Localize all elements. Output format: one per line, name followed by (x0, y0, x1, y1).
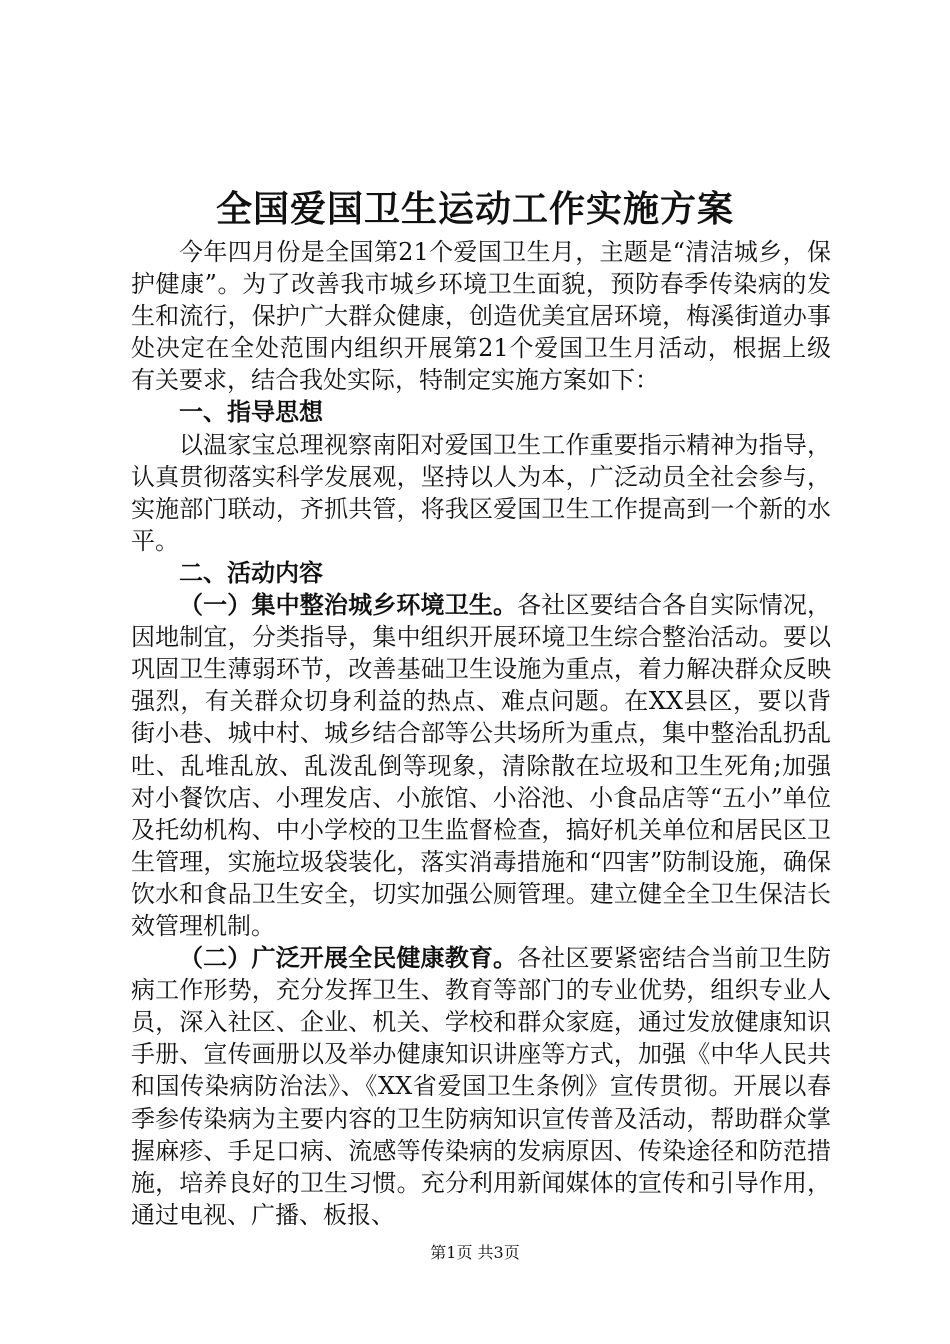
activity-item-2-text: 各社区要紧密结合当前卫生防病工作形势，充分发挥卫生、教育等部门的专业优势，组织专业人员，深入社区、企业、机关、学校和群众家庭，通过发放健康知识手册、宣传画册以及举办健康知识讲座等方式，加强《中华人民共和国传染病防治法》、《XX省爱国卫生条例》宣传贯彻。开展以春季参传染病为主要内容的卫生防病知识宣传普及活动，帮助群众掌握麻疹、手足口病、流感等传染病的发病原因、传染途径和防范措施，培养良好的卫生习惯。充分利用新闻媒体的宣传和引导作用，通过电视、广播、板报、 (131, 944, 832, 1229)
page-number-footer: 第1页 共3页 (430, 1243, 520, 1262)
section-heading-guiding-ideology: 一、指导思想 (179, 397, 323, 427)
activity-item-1-text: 各社区要结合各自实际情况，因地制宜，分类指导，集中组织开展环境卫生综合整治活动。要以巩固卫生薄弱环节，改善基础卫生设施为重点，着力解决群众反映强烈，有关群众切身利益的热点、难点问题。在XX县区，要以背街小巷、城中村、城乡结合部等公共场所为重点，集中整治乱扔乱吐、乱堆乱放、乱泼乱倒等现象，清除散在垃圾和卫生死角;加强对小餐饮店、小理发店、小旅馆、小浴池、小食品店等“五小”单位及托幼机构、中小学校的卫生监督检查，搞好机关单位和居民区卫生管理，实施垃圾袋装化，落实消毒措施和“四害”防制设施，确保饮水和食品卫生安全，切实加强公厕管理。建立健全全卫生保洁长效管理机制。 (131, 591, 832, 940)
activity-item-1-lead: （一）集中整治城乡环境卫生。 (179, 590, 518, 620)
guiding-ideology-paragraph: 以温家宝总理视察南阳对爱国卫生工作重要指示精神为指导，认真贯彻落实科学发展观，坚持以人为本，广泛动员全社会参与，实施部门联动，齐抓共管，将我区爱国卫生工作提高到一个新的水平。 (131, 430, 831, 555)
document-title: 全国爱国卫生运动工作实施方案 (215, 188, 734, 230)
section-heading-activity-content: 二、活动内容 (179, 557, 323, 587)
activity-item-1-paragraph (131, 589, 831, 942)
activity-item-2-paragraph (131, 942, 831, 1231)
activity-item-2-lead: （二）广泛开展全民健康教育。 (179, 943, 518, 973)
document-body (131, 236, 831, 1231)
intro-paragraph: 今年四月份是全国第21个爱国卫生月，主题是“清洁城乡，保护健康”。为了改善我市城乡环境卫生面貌，预防春季传染病的发生和流行，保护广大群众健康，创造优美宜居环境，梅溪街道办事处决定在全处范围内组织开展第21个爱国卫生月活动，根据上级有关要求，结合我处实际，特制定实施方案如下： (131, 238, 831, 395)
